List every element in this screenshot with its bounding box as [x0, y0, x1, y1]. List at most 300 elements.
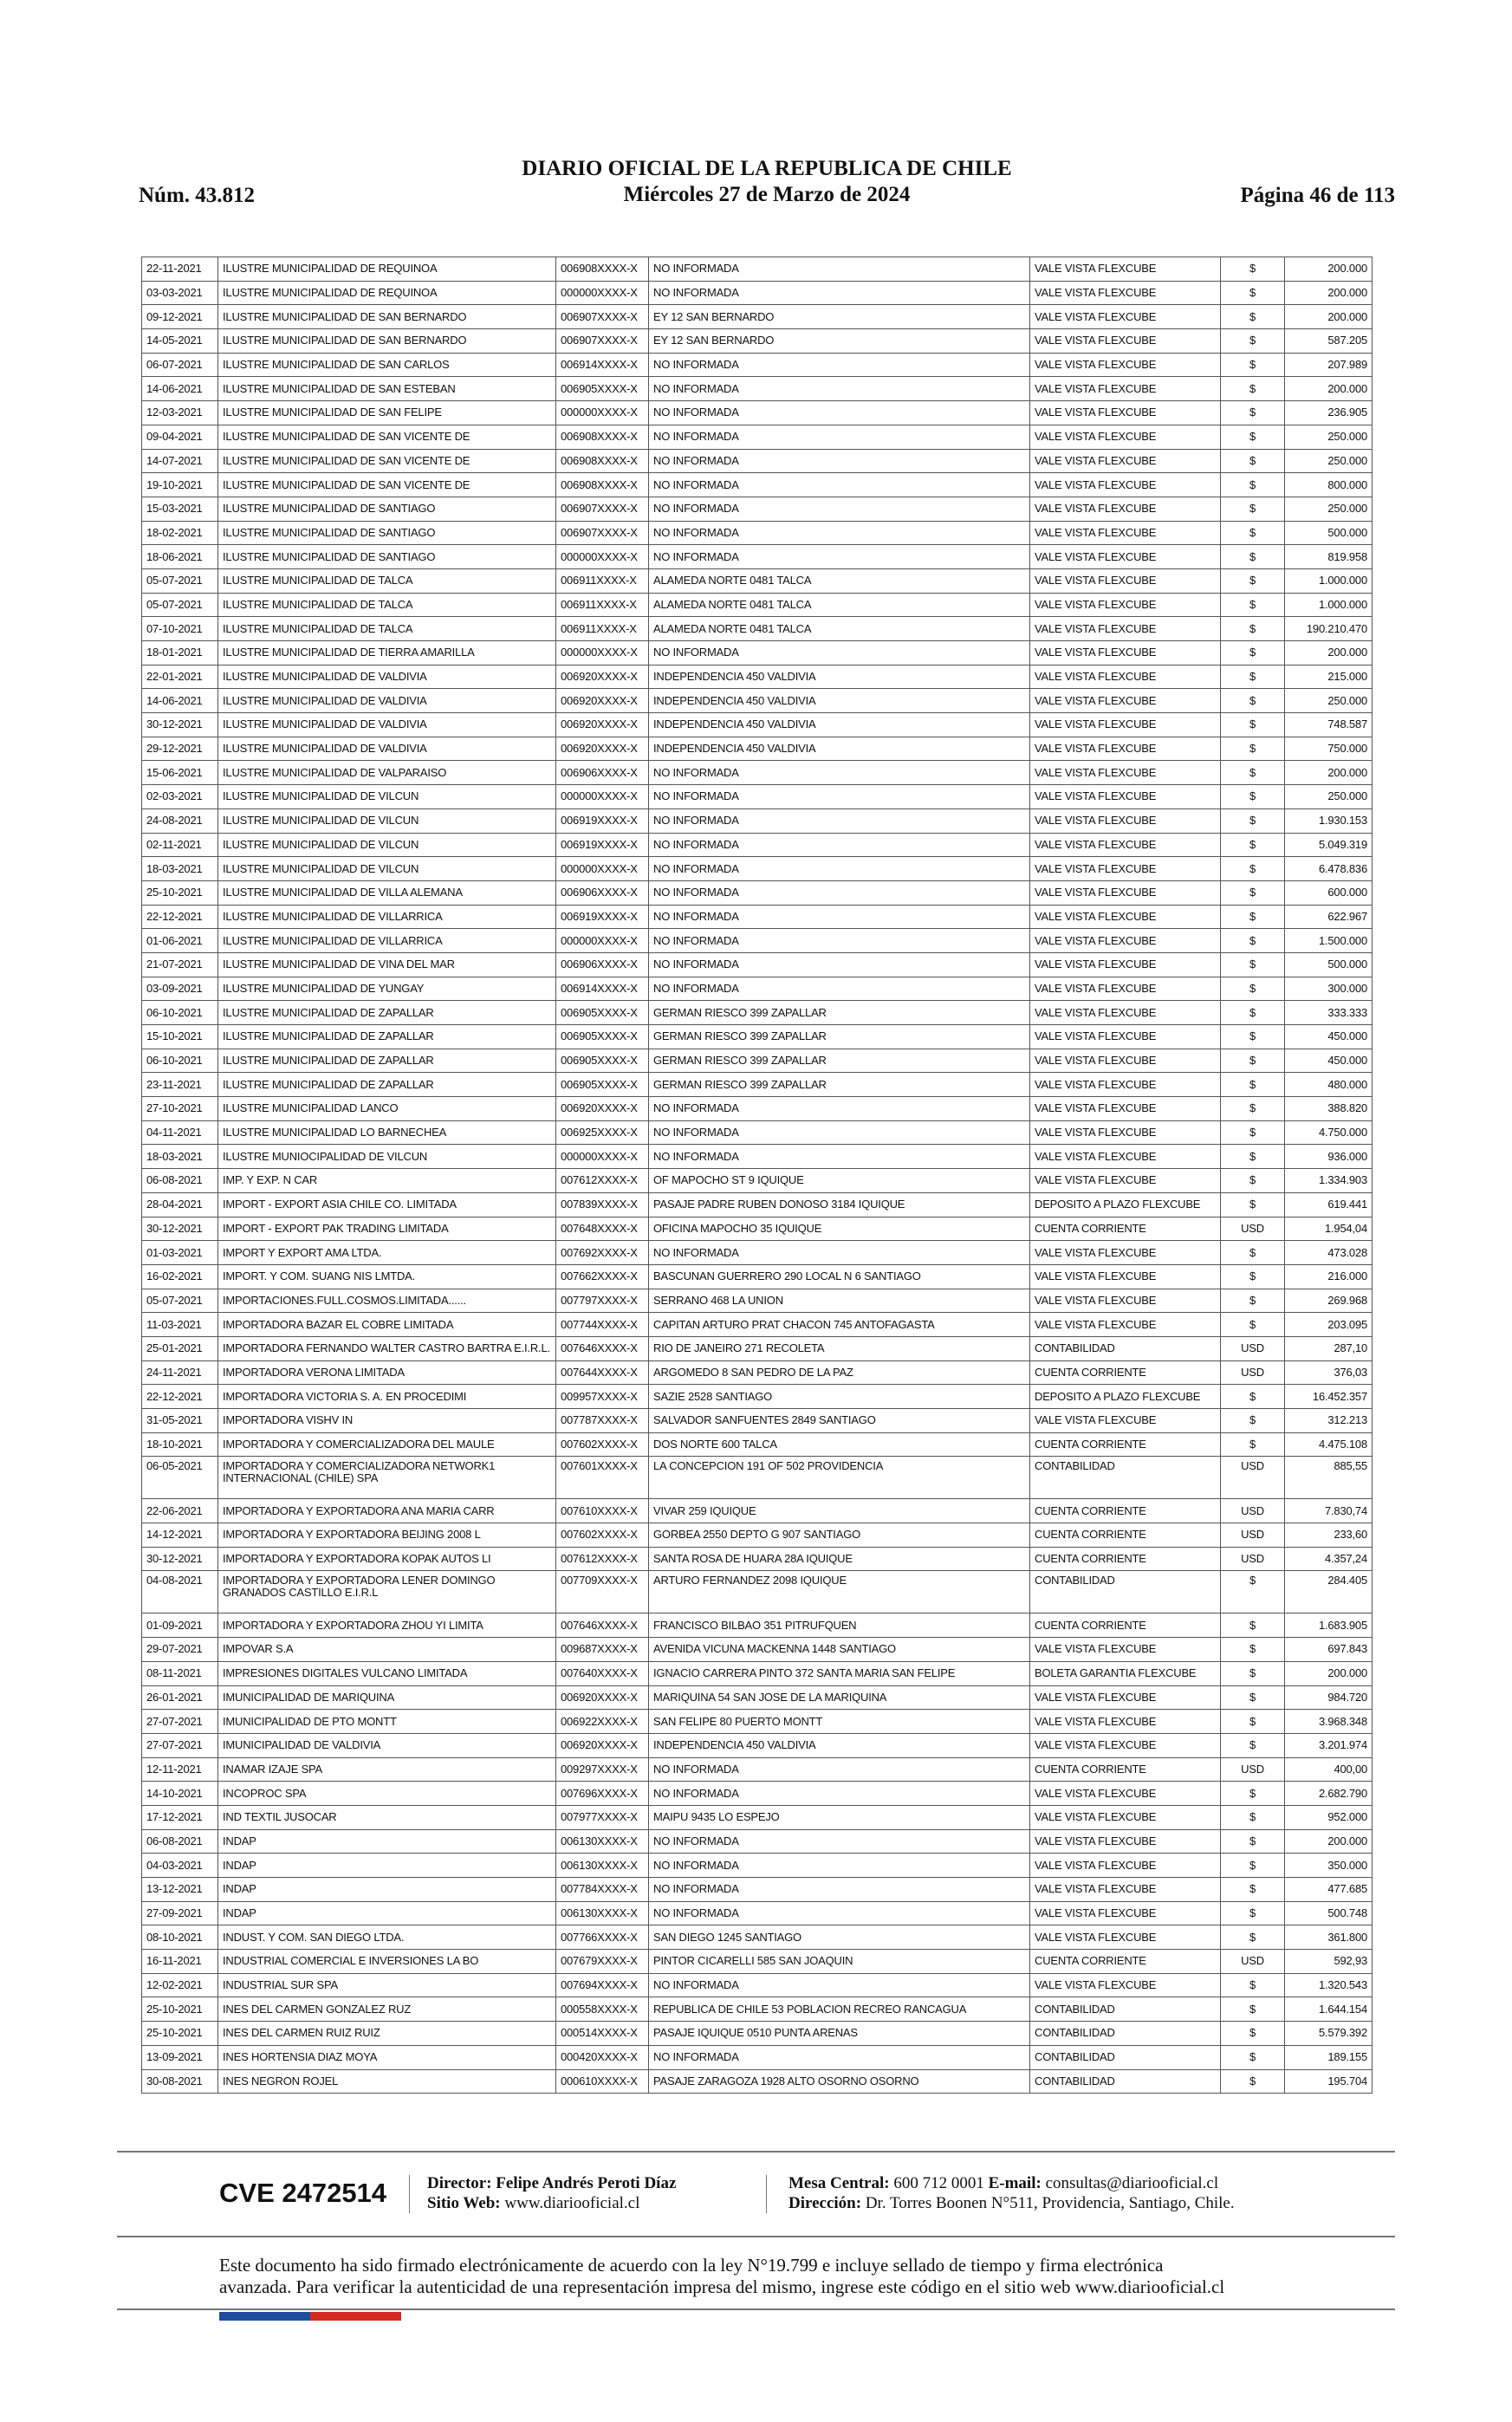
date-cell: 27-07-2021: [142, 1710, 218, 1734]
product-cell: CUENTA CORRIENTE: [1030, 1547, 1221, 1571]
name-cell: ILUSTRE MUNICIPALIDAD LO BARNECHEA: [218, 1120, 556, 1145]
amount-cell: 361.800: [1285, 1925, 1372, 1950]
currency-cell: $: [1221, 568, 1285, 593]
date-cell: 01-09-2021: [142, 1614, 218, 1638]
date-cell: 09-04-2021: [142, 425, 218, 449]
table-row: [142, 1829, 1372, 1854]
address-cell: SAN FELIPE 80 PUERTO MONTT: [649, 1710, 1030, 1734]
amount-cell: 2.682.790: [1285, 1782, 1372, 1806]
date-cell: 06-08-2021: [142, 1169, 218, 1193]
address-cell: EY 12 SAN BERNARDO: [649, 305, 1030, 329]
address-cell: VIVAR 259 IQUIQUE: [649, 1499, 1030, 1523]
currency-cell: $: [1221, 473, 1285, 497]
address-cell: NO INFORMADA: [649, 857, 1030, 881]
table-row: [142, 761, 1372, 785]
amount-cell: 800.000: [1285, 473, 1372, 497]
amount-cell: 190.210.470: [1285, 617, 1372, 641]
rut-cell: 009297XXXX-X: [556, 1757, 649, 1782]
table-row: [142, 689, 1372, 713]
date-cell: 26-01-2021: [142, 1685, 218, 1710]
date-cell: 05-07-2021: [142, 1289, 218, 1313]
name-cell: IMPORTADORA FERNANDO WALTER CASTRO BARTRA E.I.R.L.: [218, 1336, 556, 1360]
name-cell: ILUSTRE MUNICIPALIDAD DE VALDIVIA: [218, 737, 556, 761]
date-cell: 30-12-2021: [142, 713, 218, 737]
table-row: [142, 1025, 1372, 1049]
rut-cell: 000000XXXX-X: [556, 857, 649, 881]
product-cell: CONTABILIDAD: [1030, 2022, 1221, 2046]
currency-cell: $: [1221, 1614, 1285, 1638]
date-cell: 27-07-2021: [142, 1733, 218, 1757]
rut-cell: 006906XXXX-X: [556, 880, 649, 905]
product-cell: VALE VISTA FLEXCUBE: [1030, 1878, 1221, 1902]
rut-cell: 006920XXXX-X: [556, 737, 649, 761]
masthead: [139, 156, 1395, 208]
table-row: [142, 425, 1372, 449]
product-cell: VALE VISTA FLEXCUBE: [1030, 617, 1221, 641]
currency-cell: USD: [1221, 1523, 1285, 1548]
rut-cell: 007602XXXX-X: [556, 1523, 649, 1548]
date-cell: 22-11-2021: [142, 257, 218, 282]
table-row: [142, 1336, 1372, 1360]
address-cell: FRANCISCO BILBAO 351 PITRUFQUEN: [649, 1614, 1030, 1638]
amount-cell: 4.750.000: [1285, 1120, 1372, 1145]
amount-cell: 250.000: [1285, 689, 1372, 713]
name-cell: ILUSTRE MUNICIPALIDAD DE VALDIVIA: [218, 689, 556, 713]
currency-cell: $: [1221, 1264, 1285, 1289]
table-row: [142, 1710, 1372, 1734]
table-row: [142, 449, 1372, 473]
currency-cell: USD: [1221, 1457, 1285, 1499]
name-cell: IMPORT Y EXPORT AMA LTDA.: [218, 1241, 556, 1265]
rut-cell: 006919XXXX-X: [556, 808, 649, 833]
product-cell: VALE VISTA FLEXCUBE: [1030, 1289, 1221, 1313]
rut-cell: 000558XXXX-X: [556, 1997, 649, 2022]
table-row: [142, 929, 1372, 953]
amount-cell: 622.967: [1285, 905, 1372, 929]
table-row: [142, 1685, 1372, 1710]
currency-cell: $: [1221, 689, 1285, 713]
product-cell: VALE VISTA FLEXCUBE: [1030, 545, 1221, 569]
date-cell: 22-01-2021: [142, 665, 218, 689]
currency-cell: $: [1221, 1025, 1285, 1049]
name-cell: IMPORT. Y COM. SUANG NIS LMTDA.: [218, 1264, 556, 1289]
name-cell: IMPORTADORA Y EXPORTADORA ZHOU YI LIMITA: [218, 1614, 556, 1638]
amount-cell: 200.000: [1285, 281, 1372, 305]
amount-cell: 236.905: [1285, 401, 1372, 425]
currency-cell: $: [1221, 1049, 1285, 1073]
amount-cell: 819.958: [1285, 545, 1372, 569]
product-cell: VALE VISTA FLEXCUBE: [1030, 905, 1221, 929]
currency-cell: $: [1221, 929, 1285, 953]
address-cell: CAPITAN ARTURO PRAT CHACON 745 ANTOFAGASTA: [649, 1313, 1030, 1337]
email-link[interactable]: consultas@diariooficial.cl: [1045, 2174, 1219, 2192]
rut-cell: 007709XXXX-X: [556, 1571, 649, 1614]
amount-cell: 1.683.905: [1285, 1614, 1372, 1638]
date-cell: 19-10-2021: [142, 473, 218, 497]
footer-mid-rule: [117, 2236, 1395, 2237]
rut-cell: 000000XXXX-X: [556, 785, 649, 809]
date-cell: 15-10-2021: [142, 1025, 218, 1049]
rut-cell: 000000XXXX-X: [556, 281, 649, 305]
address-cell: REPUBLICA DE CHILE 53 POBLACION RECREO RANCAGUA: [649, 1997, 1030, 2022]
table-row: [142, 329, 1372, 354]
table-row: [142, 713, 1372, 737]
currency-cell: $: [1221, 401, 1285, 425]
product-cell: VALE VISTA FLEXCUBE: [1030, 377, 1221, 401]
address-cell: SAN DIEGO 1245 SANTIAGO: [649, 1925, 1030, 1950]
footer-top-rule: [117, 2151, 1395, 2153]
address-cell: NO INFORMADA: [649, 785, 1030, 809]
address-cell: NO INFORMADA: [649, 1120, 1030, 1145]
product-cell: VALE VISTA FLEXCUBE: [1030, 808, 1221, 833]
flag-stripe-blue: [219, 2312, 310, 2321]
rut-cell: 006914XXXX-X: [556, 977, 649, 1001]
date-cell: 25-10-2021: [142, 2022, 218, 2046]
date-cell: 09-12-2021: [142, 305, 218, 329]
currency-cell: $: [1221, 353, 1285, 377]
table-row: [142, 401, 1372, 425]
amount-cell: 5.049.319: [1285, 833, 1372, 857]
table-row: [142, 1049, 1372, 1073]
amount-cell: 952.000: [1285, 1805, 1372, 1829]
date-cell: 14-12-2021: [142, 1523, 218, 1548]
table-row: [142, 257, 1372, 282]
address-cell: NO INFORMADA: [649, 880, 1030, 905]
address-cell: NO INFORMADA: [649, 929, 1030, 953]
date-cell: 14-06-2021: [142, 689, 218, 713]
date-cell: 18-03-2021: [142, 1145, 218, 1169]
amount-cell: 207.989: [1285, 353, 1372, 377]
address-cell: GERMAN RIESCO 399 ZAPALLAR: [649, 1001, 1030, 1025]
currency-cell: $: [1221, 785, 1285, 809]
table-row: [142, 1547, 1372, 1571]
rut-cell: 007787XXXX-X: [556, 1409, 649, 1433]
date-cell: 14-10-2021: [142, 1782, 218, 1806]
currency-cell: $: [1221, 761, 1285, 785]
currency-cell: USD: [1221, 1336, 1285, 1360]
table-row: [142, 1973, 1372, 1997]
amount-cell: 269.968: [1285, 1289, 1372, 1313]
name-cell: INDUST. Y COM. SAN DIEGO LTDA.: [218, 1925, 556, 1950]
address-cell: OFICINA MAPOCHO 35 IQUIQUE: [649, 1217, 1030, 1241]
name-cell: INDAP: [218, 1878, 556, 1902]
address-cell: NO INFORMADA: [649, 449, 1030, 473]
rut-cell: 006906XXXX-X: [556, 952, 649, 977]
amount-cell: 697.843: [1285, 1638, 1372, 1662]
amount-cell: 200.000: [1285, 761, 1372, 785]
table-row: [142, 1289, 1372, 1313]
rut-cell: 006920XXXX-X: [556, 1733, 649, 1757]
address-cell: EY 12 SAN BERNARDO: [649, 329, 1030, 354]
address-cell: DOS NORTE 600 TALCA: [649, 1432, 1030, 1457]
rut-cell: 007612XXXX-X: [556, 1169, 649, 1193]
address-cell: MARIQUINA 54 SAN JOSE DE LA MARIQUINA: [649, 1685, 1030, 1710]
product-cell: VALE VISTA FLEXCUBE: [1030, 1409, 1221, 1433]
product-cell: VALE VISTA FLEXCUBE: [1030, 833, 1221, 857]
currency-cell: $: [1221, 305, 1285, 329]
amount-cell: 936.000: [1285, 1145, 1372, 1169]
currency-cell: $: [1221, 1661, 1285, 1685]
product-cell: CONTABILIDAD: [1030, 2045, 1221, 2069]
product-cell: VALE VISTA FLEXCUBE: [1030, 785, 1221, 809]
name-cell: IMPORTADORA BAZAR EL COBRE LIMITADA: [218, 1313, 556, 1337]
date-cell: 02-11-2021: [142, 833, 218, 857]
currency-cell: $: [1221, 641, 1285, 666]
product-cell: VALE VISTA FLEXCUBE: [1030, 1241, 1221, 1265]
name-cell: ILUSTRE MUNICIPALIDAD DE TIERRA AMARILLA: [218, 641, 556, 666]
date-cell: 18-10-2021: [142, 1432, 218, 1457]
name-cell: INES DEL CARMEN RUIZ RUIZ: [218, 2022, 556, 2046]
product-cell: DEPOSITO A PLAZO FLEXCUBE: [1030, 1385, 1221, 1409]
date-cell: 01-06-2021: [142, 929, 218, 953]
name-cell: ILUSTRE MUNICIPALIDAD DE VALDIVIA: [218, 665, 556, 689]
product-cell: VALE VISTA FLEXCUBE: [1030, 1854, 1221, 1878]
name-cell: ILUSTRE MUNICIPALIDAD DE TALCA: [218, 593, 556, 617]
product-cell: VALE VISTA FLEXCUBE: [1030, 1264, 1221, 1289]
rut-cell: 006905XXXX-X: [556, 1025, 649, 1049]
phone-number: 600 712 0001: [893, 2174, 984, 2192]
product-cell: CUENTA CORRIENTE: [1030, 1614, 1221, 1638]
address-label: Dirección:: [788, 2194, 862, 2212]
amount-cell: 5.579.392: [1285, 2022, 1372, 2046]
date-cell: 23-11-2021: [142, 1073, 218, 1097]
address-cell: ARGOMEDO 8 SAN PEDRO DE LA PAZ: [649, 1360, 1030, 1385]
name-cell: ILUSTRE MUNICIPALIDAD DE SANTIAGO: [218, 545, 556, 569]
address-cell: NO INFORMADA: [649, 1901, 1030, 1925]
amount-cell: 1.320.543: [1285, 1973, 1372, 1997]
rut-cell: 006905XXXX-X: [556, 1049, 649, 1073]
currency-cell: USD: [1221, 1499, 1285, 1523]
product-cell: VALE VISTA FLEXCUBE: [1030, 713, 1221, 737]
date-cell: 29-12-2021: [142, 737, 218, 761]
address-cell: NO INFORMADA: [649, 1097, 1030, 1121]
address-cell: NO INFORMADA: [649, 1829, 1030, 1854]
table-row: [142, 1264, 1372, 1289]
name-cell: IMPORTADORA Y EXPORTADORA BEIJING 2008 L: [218, 1523, 556, 1548]
table-row: [142, 617, 1372, 641]
name-cell: ILUSTRE MUNICIPALIDAD DE TALCA: [218, 568, 556, 593]
table-row: [142, 1169, 1372, 1193]
address-cell: PASAJE IQUIQUE 0510 PUNTA ARENAS: [649, 2022, 1030, 2046]
amount-cell: 250.000: [1285, 497, 1372, 521]
product-cell: VALE VISTA FLEXCUBE: [1030, 521, 1221, 545]
address-cell: BASCUNAN GUERRERO 290 LOCAL N 6 SANTIAGO: [649, 1264, 1030, 1289]
address-cell: GERMAN RIESCO 399 ZAPALLAR: [649, 1049, 1030, 1073]
name-cell: ILUSTRE MUNICIPALIDAD DE VILCUN: [218, 808, 556, 833]
name-cell: IMP. Y EXP. N CAR: [218, 1169, 556, 1193]
date-cell: 07-10-2021: [142, 617, 218, 641]
rut-cell: 006911XXXX-X: [556, 568, 649, 593]
footer-contact-block: [788, 2173, 1235, 2213]
address-cell: NO INFORMADA: [649, 905, 1030, 929]
address-cell: NO INFORMADA: [649, 473, 1030, 497]
table-row: [142, 808, 1372, 833]
table-row: [142, 1409, 1372, 1433]
product-cell: VALE VISTA FLEXCUBE: [1030, 929, 1221, 953]
date-cell: 28-04-2021: [142, 1192, 218, 1217]
table-row: [142, 1457, 1372, 1499]
footer-divider: [766, 2175, 767, 2213]
date-cell: 17-12-2021: [142, 1805, 218, 1829]
rut-cell: 000000XXXX-X: [556, 1145, 649, 1169]
table-row: [142, 1878, 1372, 1902]
product-cell: VALE VISTA FLEXCUBE: [1030, 1313, 1221, 1337]
table-row: [142, 1360, 1372, 1385]
address-cell: NO INFORMADA: [649, 977, 1030, 1001]
product-cell: CONTABILIDAD: [1030, 1571, 1221, 1614]
date-cell: 05-07-2021: [142, 593, 218, 617]
currency-cell: USD: [1221, 1217, 1285, 1241]
product-cell: VALE VISTA FLEXCUBE: [1030, 880, 1221, 905]
product-cell: VALE VISTA FLEXCUBE: [1030, 665, 1221, 689]
currency-cell: USD: [1221, 1360, 1285, 1385]
name-cell: IMPORT - EXPORT PAK TRADING LIMITADA: [218, 1217, 556, 1241]
table-row: [142, 1661, 1372, 1685]
issue-number: Núm. 43.812: [139, 184, 256, 207]
table-row: [142, 353, 1372, 377]
table-row: [142, 833, 1372, 857]
name-cell: INAMAR IZAJE SPA: [218, 1757, 556, 1782]
website-label: Sitio Web:: [427, 2194, 501, 2212]
table-row: [142, 568, 1372, 593]
amount-cell: 300.000: [1285, 977, 1372, 1001]
name-cell: IMPOVAR S.A: [218, 1638, 556, 1662]
currency-cell: $: [1221, 713, 1285, 737]
rut-cell: 009957XXXX-X: [556, 1385, 649, 1409]
director-label: Director:: [427, 2174, 492, 2192]
date-cell: 12-02-2021: [142, 1973, 218, 1997]
table-row: [142, 545, 1372, 569]
name-cell: IND TEXTIL JUSOCAR: [218, 1805, 556, 1829]
name-cell: ILUSTRE MUNICIPALIDAD DE ZAPALLAR: [218, 1025, 556, 1049]
amount-cell: 619.441: [1285, 1192, 1372, 1217]
amount-cell: 400,00: [1285, 1757, 1372, 1782]
director-name: Felipe Andrés Peroti Díaz: [496, 2174, 677, 2192]
rut-cell: 007646XXXX-X: [556, 1336, 649, 1360]
rut-cell: 007612XXXX-X: [556, 1547, 649, 1571]
currency-cell: $: [1221, 857, 1285, 881]
rut-cell: 000000XXXX-X: [556, 401, 649, 425]
currency-cell: $: [1221, 1192, 1285, 1217]
date-cell: 14-05-2021: [142, 329, 218, 354]
currency-cell: $: [1221, 1710, 1285, 1734]
amount-cell: 3.968.348: [1285, 1710, 1372, 1734]
address-text: Dr. Torres Boonen N°511, Providencia, Santiago, Chile.: [865, 2194, 1235, 2212]
rut-cell: 006922XXXX-X: [556, 1710, 649, 1734]
rut-cell: 007692XXXX-X: [556, 1241, 649, 1265]
date-cell: 25-10-2021: [142, 880, 218, 905]
name-cell: ILUSTRE MUNICIPALIDAD DE SAN FELIPE: [218, 401, 556, 425]
website-link[interactable]: www.diariooficial.cl: [504, 2194, 640, 2212]
product-cell: VALE VISTA FLEXCUBE: [1030, 257, 1221, 282]
address-cell: NO INFORMADA: [649, 808, 1030, 833]
currency-cell: $: [1221, 2045, 1285, 2069]
date-cell: 16-11-2021: [142, 1950, 218, 1974]
rut-cell: 007744XXXX-X: [556, 1313, 649, 1337]
currency-cell: $: [1221, 497, 1285, 521]
date-cell: 22-12-2021: [142, 1385, 218, 1409]
name-cell: IMPORTADORA Y EXPORTADORA KOPAK AUTOS LI: [218, 1547, 556, 1571]
address-cell: MAIPU 9435 LO ESPEJO: [649, 1805, 1030, 1829]
date-cell: 14-06-2021: [142, 377, 218, 401]
table-row: [142, 1925, 1372, 1950]
product-cell: VALE VISTA FLEXCUBE: [1030, 1685, 1221, 1710]
product-cell: VALE VISTA FLEXCUBE: [1030, 1097, 1221, 1121]
rut-cell: 006907XXXX-X: [556, 521, 649, 545]
rut-cell: 007648XXXX-X: [556, 1217, 649, 1241]
address-cell: NO INFORMADA: [649, 281, 1030, 305]
date-cell: 04-11-2021: [142, 1120, 218, 1145]
address-cell: SALVADOR SANFUENTES 2849 SANTIAGO: [649, 1409, 1030, 1433]
table-row: [142, 377, 1372, 401]
amount-cell: 4.475.108: [1285, 1432, 1372, 1457]
product-cell: VALE VISTA FLEXCUBE: [1030, 1638, 1221, 1662]
amount-cell: 1.644.154: [1285, 1997, 1372, 2022]
product-cell: VALE VISTA FLEXCUBE: [1030, 761, 1221, 785]
product-cell: VALE VISTA FLEXCUBE: [1030, 1805, 1221, 1829]
name-cell: ILUSTRE MUNICIPALIDAD DE VILLARRICA: [218, 905, 556, 929]
amount-cell: 1.000.000: [1285, 593, 1372, 617]
product-cell: CONTABILIDAD: [1030, 1997, 1221, 2022]
product-cell: CONTABILIDAD: [1030, 2069, 1221, 2094]
rut-cell: 006908XXXX-X: [556, 257, 649, 282]
currency-cell: $: [1221, 1432, 1285, 1457]
product-cell: VALE VISTA FLEXCUBE: [1030, 952, 1221, 977]
page-header: [139, 156, 1395, 217]
name-cell: ILUSTRE MUNICIPALIDAD DE SAN ESTEBAN: [218, 377, 556, 401]
name-cell: ILUSTRE MUNICIPALIDAD LANCO: [218, 1097, 556, 1121]
currency-cell: $: [1221, 377, 1285, 401]
product-cell: VALE VISTA FLEXCUBE: [1030, 1025, 1221, 1049]
currency-cell: $: [1221, 1145, 1285, 1169]
product-cell: VALE VISTA FLEXCUBE: [1030, 1049, 1221, 1073]
currency-cell: $: [1221, 1733, 1285, 1757]
product-cell: VALE VISTA FLEXCUBE: [1030, 473, 1221, 497]
amount-cell: 3.201.974: [1285, 1733, 1372, 1757]
address-cell: GERMAN RIESCO 399 ZAPALLAR: [649, 1025, 1030, 1049]
table-row: [142, 857, 1372, 881]
product-cell: VALE VISTA FLEXCUBE: [1030, 689, 1221, 713]
product-cell: CUENTA CORRIENTE: [1030, 1523, 1221, 1548]
rut-cell: 006920XXXX-X: [556, 665, 649, 689]
product-cell: VALE VISTA FLEXCUBE: [1030, 1829, 1221, 1854]
product-cell: CONTABILIDAD: [1030, 1457, 1221, 1499]
table-row: [142, 1217, 1372, 1241]
amount-cell: 500.000: [1285, 521, 1372, 545]
currency-cell: $: [1221, 1001, 1285, 1025]
footer-divider: [409, 2175, 410, 2213]
address-cell: SERRANO 468 LA UNION: [649, 1289, 1030, 1313]
address-cell: AVENIDA VICUNA MACKENNA 1448 SANTIAGO: [649, 1638, 1030, 1662]
rut-cell: 007610XXXX-X: [556, 1499, 649, 1523]
rut-cell: 007797XXXX-X: [556, 1289, 649, 1313]
address-cell: NO INFORMADA: [649, 952, 1030, 977]
rut-cell: 006920XXXX-X: [556, 689, 649, 713]
table-body: [142, 257, 1372, 2094]
product-cell: VALE VISTA FLEXCUBE: [1030, 1710, 1221, 1734]
amount-cell: 4.357,24: [1285, 1547, 1372, 1571]
amount-cell: 250.000: [1285, 785, 1372, 809]
name-cell: ILUSTRE MUNICIPALIDAD DE SAN BERNARDO: [218, 329, 556, 354]
name-cell: INDAP: [218, 1901, 556, 1925]
currency-cell: $: [1221, 1571, 1285, 1614]
currency-cell: USD: [1221, 1547, 1285, 1571]
date-cell: 11-03-2021: [142, 1313, 218, 1337]
table-row: [142, 1499, 1372, 1523]
name-cell: ILUSTRE MUNICIPALIDAD DE ZAPALLAR: [218, 1073, 556, 1097]
table-row: [142, 281, 1372, 305]
name-cell: IMPORTACIONES.FULL.COSMOS.LIMITADA......: [218, 1289, 556, 1313]
